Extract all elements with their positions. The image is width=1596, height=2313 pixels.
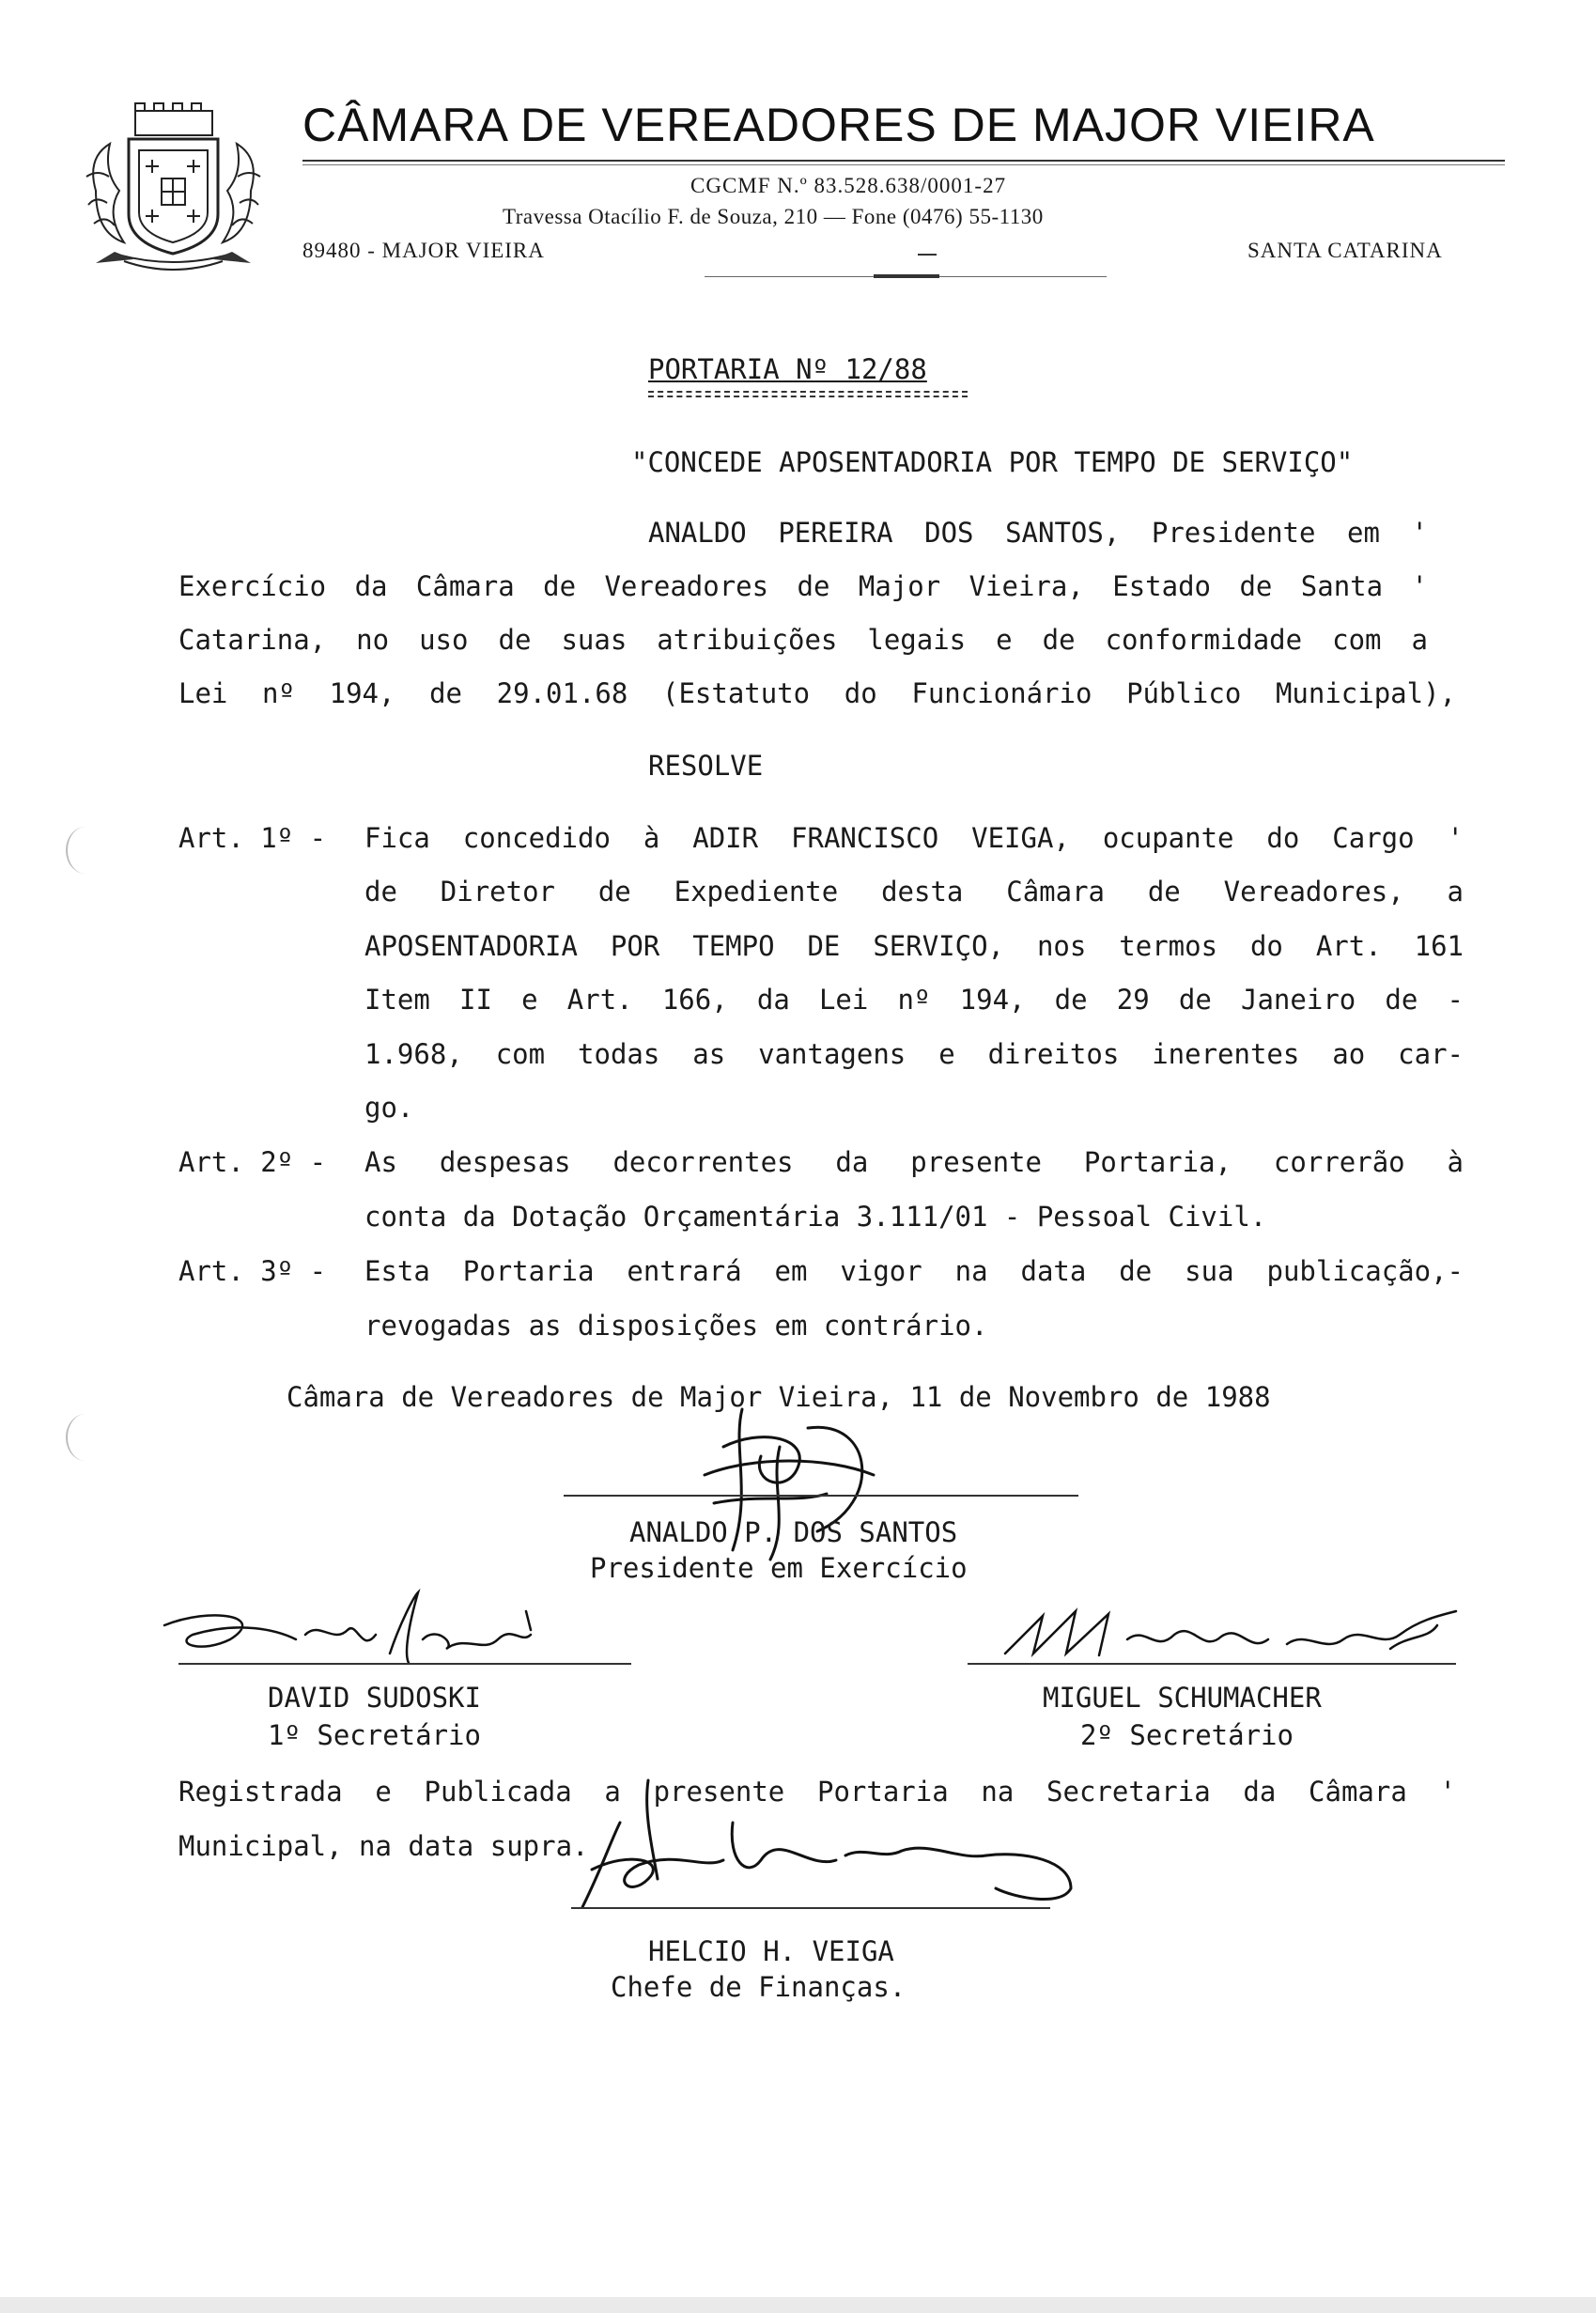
punch-hole [66,1414,105,1461]
article-line: revogadas as disposições em contrário. [364,1310,988,1342]
first-secretary-name: DAVID SUDOSKI [268,1682,481,1714]
article-label: Art. 2º - [178,1146,327,1178]
second-secretary-name: MIGUEL SCHUMACHER [1043,1682,1322,1714]
article-line: go. [364,1092,414,1124]
article-line: 1.968, com todas as vantagens e direitos inerentes ao car- [364,1038,1464,1070]
second-secretary-role: 2º Secretário [1080,1719,1294,1751]
preamble-line: Lei nº 194, de 29.01.68 (Estatuto do Funcionário Público Municipal), [178,677,1456,709]
signature-line [564,1495,1078,1497]
header-rule [874,274,939,278]
registration-line: Municipal, na data supra. [178,1830,589,1862]
signature-line [968,1663,1456,1665]
president-role: Presidente em Exercício [590,1552,968,1584]
first-secretary-role: 1º Secretário [268,1719,481,1751]
president-name: ANALDO P. DOS SANTOS [629,1516,958,1548]
preamble-line: Catarina, no uso de suas atribuições legais e de conformidade com a [178,624,1428,656]
city-line: 89480 - MAJOR VIEIRA [302,239,545,262]
dateline: Câmara de Vereadores de Major Vieira, 11 de Novembro de 1988 [287,1381,1271,1413]
finance-signature [564,1766,1090,1917]
header-dash [918,254,937,256]
finance-name: HELCIO H. VEIGA [648,1935,894,1967]
document-title: PORTARIA Nº 12/88 [648,353,927,385]
punch-hole [66,827,105,874]
institution-title: CÂMARA DE VEREADORES DE MAJOR VIEIRA [302,99,1375,151]
preamble-line: Exercício da Câmara de Vereadores de Major Vieira, Estado de Santa ' [178,570,1428,602]
document-subtitle: "CONCEDE APOSENTADORIA POR TEMPO DE SERVIÇO" [631,446,1354,478]
address-line: Travessa Otacílio F. de Souza, 210 — Fone (0476) 55-1130 [503,205,1044,228]
cgc-number: CGCMF N.º 83.528.638/0001-27 [690,174,1007,197]
article-line: conta da Dotação Orçamentária 3.111/01 - Pessoal Civil. [364,1201,1267,1233]
article-line: Item II e Art. 166, da Lei nº 194, de 29 de Janeiro de - [364,984,1464,1016]
article-line: Fica concedido à ADIR FRANCISCO VEIGA, ocupante do Cargo ' [364,822,1464,854]
article-line: Esta Portaria entrará em vigor na data de sua publicação,- [364,1255,1464,1287]
second-secretary-signature [986,1597,1475,1672]
page-edge [0,2297,1596,2313]
article-label: Art. 3º - [178,1255,327,1287]
title-double-rule [648,391,968,397]
article-line: de Diretor de Expediente desta Câmara de Vereadores, a [364,876,1464,908]
article-line: APOSENTADORIA POR TEMPO DE SERVIÇO, nos termos do Art. 161 [364,930,1464,962]
signature-line [571,1907,1050,1909]
coat-of-arms-icon [77,101,270,271]
header-rule [302,160,1505,162]
first-secretary-signature [155,1588,587,1672]
state-line: SANTA CATARINA [1247,239,1443,262]
header-rule [302,164,1505,165]
article-line: As despesas decorrentes da presente Portaria, correrão à [364,1146,1464,1178]
registration-line: Registrada e Publicada a presente Portaria na Secretaria da Câmara ' [178,1776,1456,1808]
article-label: Art. 1º - [178,822,327,854]
preamble-line: ANALDO PEREIRA DOS SANTOS, Presidente em ' [648,517,1428,549]
signature-line [178,1663,631,1665]
resolve-heading: RESOLVE [648,750,764,782]
finance-role: Chefe de Finanças. [611,1971,906,2003]
